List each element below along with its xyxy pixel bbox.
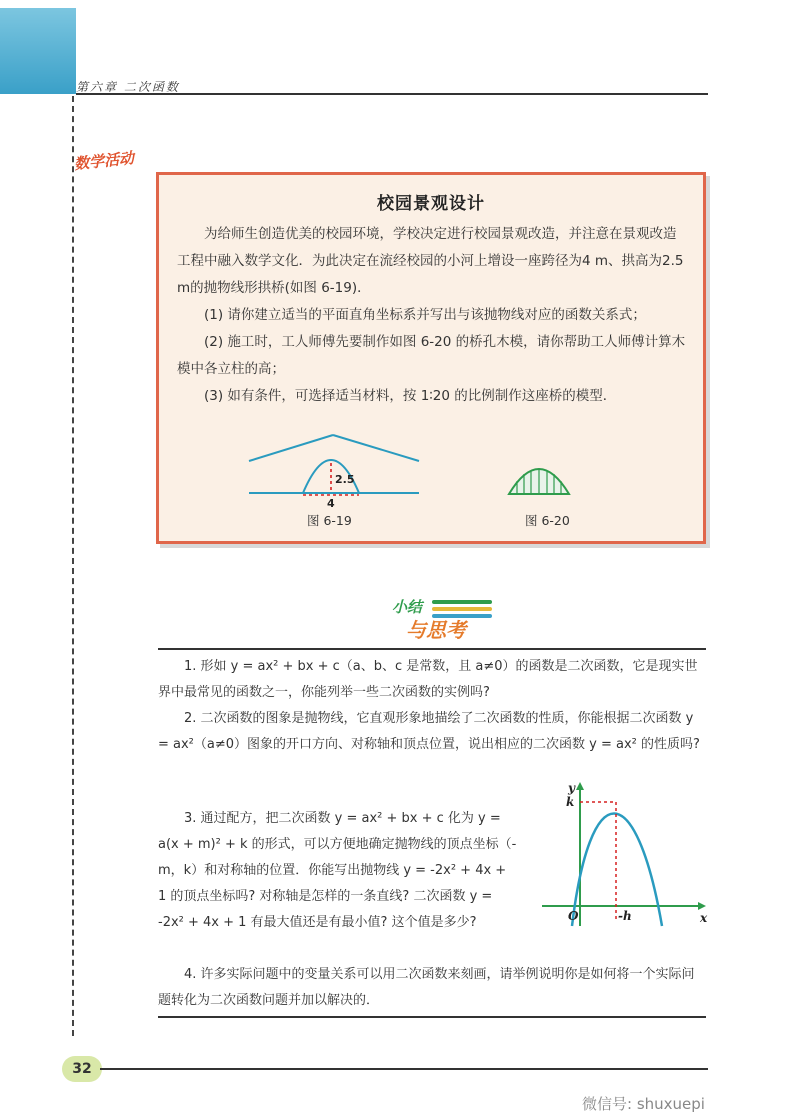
figure-6-20-caption: 图 6-20 xyxy=(525,513,570,528)
summary-items-1-2 xyxy=(158,654,706,758)
activity-title: 校园景观设计 xyxy=(377,194,485,214)
summary-item-3-block xyxy=(158,806,518,936)
summary-logo xyxy=(380,596,490,644)
logo-big-text: 与思考 xyxy=(406,618,466,642)
activity-question-1: (1) 请你建立适当的平面直角坐标系并写出与该抛物线对应的函数关系式； xyxy=(204,307,646,323)
summary-bottom-rule xyxy=(158,1016,706,1018)
footer-rule xyxy=(100,1068,708,1070)
corner-tab xyxy=(0,8,76,94)
margin-dashed-line xyxy=(72,96,74,1036)
activity-tag: 数学活动 xyxy=(73,148,135,174)
graph-k-label: k xyxy=(566,795,575,809)
bridge-deck-right xyxy=(333,435,419,461)
summary-item-3: 3. 通过配方，把二次函数 y = ax² + bx + c 化为 y = a(x + m)² + k 的形式，可以方便地确定抛物线的顶点坐标（-m，k）和对称轴的位置．你能写出抛物线 y = -2x² + 4x + 1 的顶点坐标吗? 对称轴是怎样的一条直线? 二次函数 y = -2x² + 4x + 1 有最大值还是有最小值? 这个值是多少? xyxy=(158,811,517,930)
figure-6-20-mold xyxy=(499,450,579,500)
graph-origin-label: O xyxy=(568,909,579,923)
activity-body xyxy=(177,221,689,410)
figure-6-19-caption: 图 6-19 xyxy=(307,513,352,528)
logo-small-text: 小结 xyxy=(392,598,423,616)
activity-question-2: (2) 施工时，工人师傅先要制作如图 6-20 的桥孔木模，请你帮助工人师傅计算木模中各立柱的高； xyxy=(177,334,686,377)
arch-height-label: 2.5 xyxy=(335,473,355,486)
arch-span-label: 4 xyxy=(327,497,335,510)
parabola-graph xyxy=(538,780,708,930)
graph-x-label: x xyxy=(700,911,708,925)
header-rule xyxy=(76,93,708,95)
summary-item-4-block xyxy=(158,962,706,1014)
parabola-curve xyxy=(572,814,662,927)
summary-item-2: 2. 二次函数的图象是抛物线，它直观形象地描绘了二次函数的性质，你能根据二次函数 y = ax²（a≠0）图象的开口方向、对称轴和顶点位置，说出相应的二次函数 y = ax² 的性质吗? xyxy=(158,711,700,752)
chapter-header: 第六章 二次函数 xyxy=(76,80,180,94)
summary-item-1: 1. 形如 y = ax² + bx + c（a、b、c 是常数，且 a≠0）的函数是二次函数，它是现实世界中最常见的函数之一，你能列举一些二次函数的实例吗? xyxy=(158,659,698,700)
page-number: 32 xyxy=(62,1056,102,1082)
activity-box xyxy=(156,172,706,544)
x-axis-arrow xyxy=(698,902,706,910)
mold-posts xyxy=(517,469,561,494)
graph-vertex-x-label: -h xyxy=(618,909,632,923)
y-axis-arrow xyxy=(576,782,584,790)
graph-y-label: y xyxy=(568,781,575,795)
bridge-deck-left xyxy=(249,435,333,461)
summary-top-rule xyxy=(158,648,706,650)
summary-item-4: 4. 许多实际问题中的变量关系可以用二次函数来刻画，请举例说明你是如何将一个实际问题转化为二次函数问题并加以解决的． xyxy=(158,967,695,1008)
activity-intro: 为给师生创造优美的校园环境，学校决定进行校园景观改造，并注意在景观改造工程中融入数学文化．为此决定在流经校园的小河上增设一座跨径为4 m、拱高为2.5 m的抛物线形拱桥(如图 6-19)． xyxy=(177,226,684,296)
figure-6-19-bridge xyxy=(233,433,433,523)
watermark-text: 微信号: shuxuepi xyxy=(582,1095,705,1113)
activity-question-3: (3) 如有条件，可选择适当材料，按 1∶20 的比例制作这座桥的模型． xyxy=(204,388,617,404)
